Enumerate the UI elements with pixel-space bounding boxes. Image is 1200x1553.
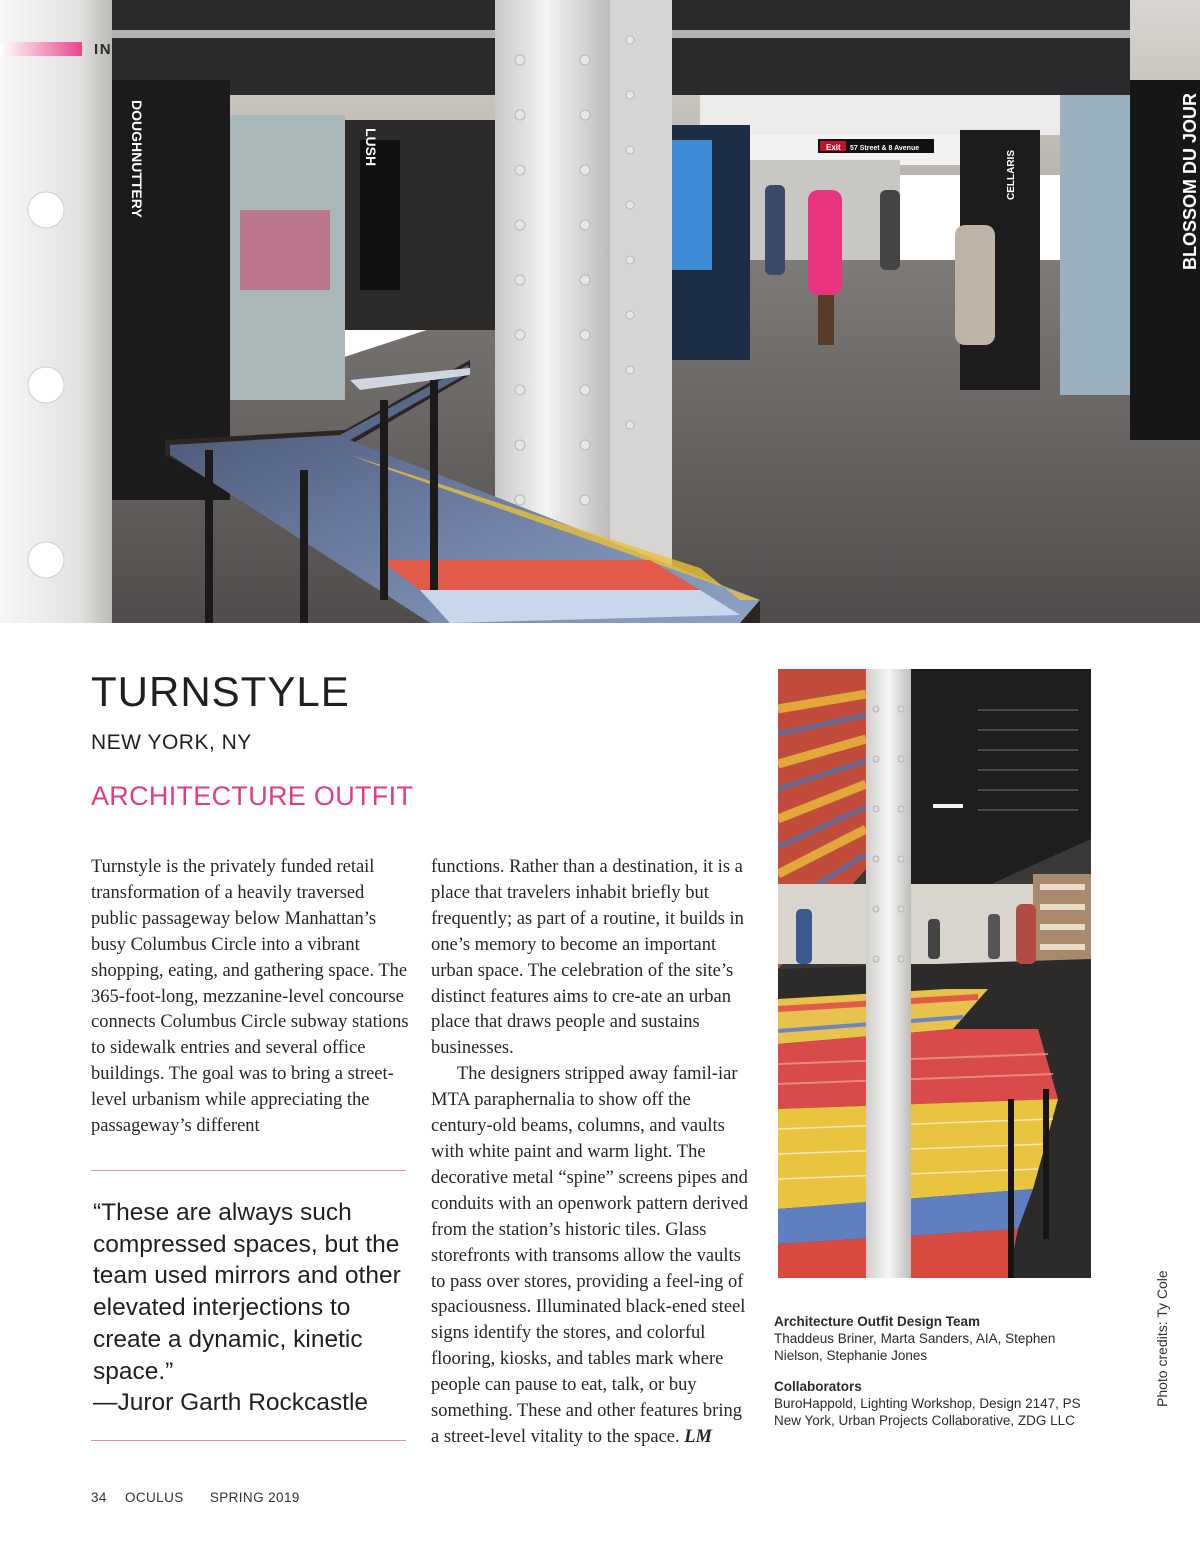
page-footer — [91, 1490, 314, 1505]
article-title: TURNSTYLE — [91, 668, 350, 715]
section-tag — [0, 40, 251, 58]
quote-rule-bottom — [91, 1440, 406, 1441]
design-team-heading: Architecture Outfit Design Team — [774, 1314, 981, 1329]
collaborators-names: BuroHappold, Lighting Workshop, Design 2147, PS New York, Urban Projects Collaborative, ZDG LLC — [774, 1396, 1081, 1428]
body-column-1 — [91, 855, 409, 1140]
sign-exit: Exit — [826, 143, 841, 152]
section-tag-label: INTERIORS MERIT — [94, 40, 251, 58]
body-paragraph-1a: Turnstyle is the privately funded retail transformation of a heavily traversed public passageway below Manhattan’s busy Columbus Circle into a vibrant shopping, eating, and gathering space. The 365-foot-long, mezzanine-level concourse connects Columbus Circle subway stations to sidewalk entries and several office buildings. The goal was to bring a street-level urbanism while appreciating the passageway’s different — [91, 857, 409, 1137]
hero-photo — [0, 0, 1200, 623]
design-team-names: Thaddeus Briner, Marta Sanders, AIA, Stephen Nielson, Stephanie Jones — [774, 1331, 1056, 1363]
body-column-2 — [431, 855, 753, 1451]
collaborators-heading: Collaborators — [774, 1379, 862, 1394]
author-signature: LM — [684, 1426, 712, 1447]
sign-cellaris: CELLARIS — [1006, 150, 1017, 200]
article-firm: ARCHITECTURE OUTFIT — [91, 781, 414, 811]
body-paragraph-2 — [431, 1062, 753, 1451]
pull-quote-text: “These are always such compressed spaces, but the team used mirrors and other elevated interjections to create a dynamic, kinetic space.” — [93, 1199, 401, 1385]
side-photo — [778, 669, 1091, 1278]
page-number: 34 — [91, 1490, 107, 1505]
sign-doughnuttery: DOUGHNUTTERY — [129, 100, 145, 218]
article-location: NEW YORK, NY — [91, 731, 252, 754]
section-tag-bar — [0, 42, 82, 56]
publication-name: OCULUS — [124, 1490, 184, 1505]
sign-lush: LUSH — [363, 128, 379, 167]
issue-date: SPRING 2019 — [209, 1490, 300, 1505]
pull-quote — [93, 1197, 413, 1419]
sign-blossom: BLOSSOM DU JOUR — [1180, 92, 1200, 270]
body-paragraph-2-text: The designers stripped away famil-iar MTA paraphernalia to show off the century-old beams, columns, and vaults with white paint and warm light. The decorative metal “spine” screens pipes and conduits with an openwork pattern derived from the station’s historic tiles. Glass storefronts with transoms allow the vaults to pass over stores, providing a feel-ing of spaciousness. Illuminated black-ened steel signs identify the stores, and colorful flooring, kiosks, and tables mark where people can pause to eat, talk, or buy something. These and other features bring a street-level vitality to the space. — [431, 1064, 748, 1447]
pull-quote-attribution: —Juror Garth Rockcastle — [93, 1389, 369, 1417]
sign-57th: 57 Street & 8 Avenue — [850, 145, 920, 152]
quote-rule-top — [91, 1170, 406, 1171]
credits-block — [774, 1313, 1094, 1429]
body-paragraph-1b: functions. Rather than a destination, it is a place that travelers inhabit briefly but frequently; as part of a routine, it builds in one’s memory to become an important urban space. The celebration of the site’s distinct features aims to cre-ate an urban place that draws people and sustains businesses. — [431, 857, 744, 1059]
photo-credit: Photo credits: Ty Cole — [1154, 1270, 1170, 1407]
